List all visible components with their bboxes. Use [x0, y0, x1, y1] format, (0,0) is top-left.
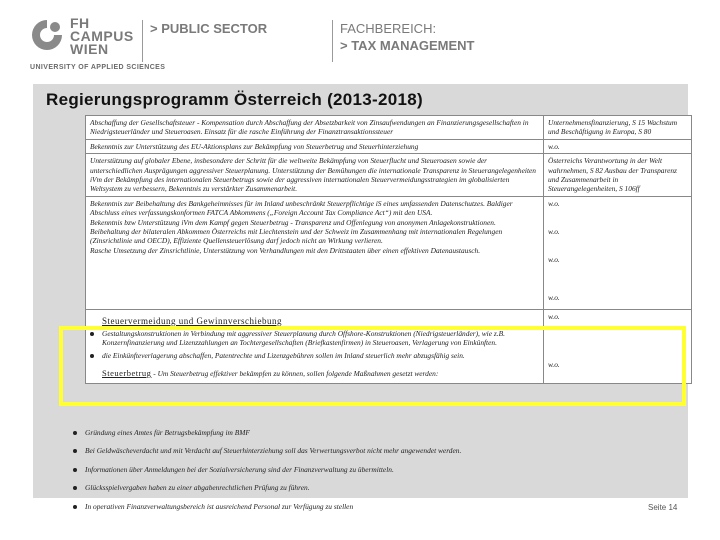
row-reference: w.o.: [548, 141, 560, 151]
header: [0, 0, 720, 80]
row-reference: w.o.: [548, 359, 560, 369]
row-text: Bekenntnis bzw Unterstützung iVm dem Kampf gegen Steuerbetrug - Transparenz und Offenlegung von anonymen Anlagekonstruktionen.: [90, 217, 496, 227]
steuerbetrug-heading: Steuerbetrug: [102, 368, 152, 379]
row-reference: Unternehmensfinanzierung, S 15 Wachstum und Beschäftigung in Europa, S 80: [548, 118, 678, 137]
list-item: [85, 428, 545, 437]
row-reference: Österreichs Verantwortung in der Welt wahrnehmen, S 82 Ausbau der Transparenz und Zusammenarbeit in Steuerangelegenheiten, S 106ff: [548, 156, 677, 194]
bullet-text: Glücksspielvergaben haben zu einer abgabenrechtlichen Prüfung zu führen.: [85, 483, 310, 493]
row-text: Rasche Umsetzung der Zinsrichtlinie, Unterstützung von Verhandlungen mit den Drittstaaten über einen effektiven Datenaustausch.: [90, 245, 481, 255]
header-divider-1: [142, 20, 143, 62]
row-text: Unterstützung auf globaler Ebene, insbesondere der Schritt für die weltweite Bekämpfung von Steuerflucht und Steueroasen sowie der unterschiedlichen Ausprägungen aggressiver Steuerplanung. Unterstützung der Bemühungen die internationale Transparenz in Steuerangelegenheiten iVm der Bekämpfung des internationalen Steuerbetrugs sowie der aggressiven internationalen Steuervermeidungsstrategien im globalisierten Weltsystem zu verbessern, Bekenntnis zu verstärkter Zusammenarbeit.: [90, 156, 536, 194]
public-sector-label: > PUBLIC SECTOR: [150, 21, 268, 36]
bullet-icon: [73, 505, 77, 509]
page-number: Seite 14: [648, 503, 678, 512]
row-text: Abschaffung der Gesellschaftsteuer - Kompensation durch Abschaffung der Absetzbarkeit von Zinsaufwendungen an Finanzierungsgesellschaften in Niedrigsteuerländer und Steueroasen. Einsatz für die rasche Einführung der Finanztransaktionssteuer: [90, 118, 529, 137]
fachbereich-label: FACHBEREICH:: [340, 21, 437, 36]
logo-line-3: WIEN: [70, 41, 109, 57]
table-row: [86, 153, 691, 196]
fh-campus-logo-icon: [30, 18, 64, 52]
logo-wordmark: [70, 17, 134, 56]
bullet-icon: [73, 468, 77, 472]
row-reference: w.o.: [548, 311, 560, 321]
row-reference: w.o.: [548, 226, 560, 236]
tax-management-label: > TAX MANAGEMENT: [340, 38, 475, 53]
row-text: Beibehaltung der bilateralen Abkommen Österreichs mit Liechtenstein und der Schweiz im Zusammenhang mit internationalen Regelungen (Zinsrichtlinie und OECD), Effiziente Quellensteuerlösung darf jedoch nicht an Wirkung verlieren.: [90, 227, 503, 246]
row-reference: w.o.: [548, 254, 560, 264]
list-item: [85, 465, 545, 474]
row-reference: w.o.: [548, 292, 560, 302]
bullet-text: Gestaltungskonstruktionen in Verbindung mit aggressiver Steuerplanung durch Offshore-Konstruktionen (Niedrigsteuerländer), wie z.B. Konzernfinanzierung und Lizenzzahlungen an Tochtergesellschaften (Briefkastenfirmen) in Steueroasen, Verlagerung von Einkünften.: [102, 328, 505, 348]
row-text: Bekenntnis zur Unterstützung des EU-Aktionsplans zur Bekämpfung von Steuerbetrug und Steuerhinterziehung: [90, 141, 419, 151]
logo-line-1: FH: [70, 15, 90, 31]
list-item: [85, 502, 545, 511]
steuervermeidung-heading: Steuervermeidung und Gewinnverschiebung: [102, 315, 282, 326]
table-row: [86, 196, 691, 309]
bullet-icon: [73, 431, 77, 435]
university-label: UNIVERSITY OF APPLIED SCIENCES: [30, 64, 166, 71]
header-section-public: [150, 20, 267, 37]
bullet-text: Gründung eines Amtes für Betrugsbekämpfung im BMF: [85, 428, 250, 437]
steuerbetrug-intro: - Um Steuerbetrug effektiver bekämpfen zu können, sollen folgende Maßnahmen gesetzt werden:: [151, 369, 439, 379]
bullet-text: die Einkünfteverlagerung abschaffen, Patentrechte und Lizenzgebühren sollen im Inland steuerlich mehr abzugsfähig sein.: [102, 350, 465, 360]
highlight-box: [59, 326, 686, 406]
bullet-text: Informationen über Anmeldungen bei der Sozialversicherung sind der Finanzverwaltung zu übermitteln.: [85, 464, 394, 474]
row-text: Bekenntnis zur Beibehaltung des Bankgeheimnisses für im Inland unbeschränkt Steuerpflichtige iS eines umfassenden Datenschutzes. Baldiger Abschluss eines verfassungskonformen FATCA Abkommens („Foreign Account Tax Compliance Act“) mit den USA.: [90, 198, 513, 218]
header-divider-2: [332, 20, 333, 62]
logo-line-2: CAMPUS: [70, 28, 134, 44]
bullet-text: In operativen Finanzverwaltungsbereich ist ausreichend Personal zur Verfügung zu stellen: [85, 501, 354, 511]
list-item: [85, 446, 545, 455]
table-row: [86, 139, 691, 153]
row-reference: w.o.: [548, 198, 560, 208]
slide-title: Regierungsprogramm Österreich (2013-2018): [46, 90, 423, 109]
bullet-text: Bei Geldwäscheverdacht und mit Verdacht auf Steuerhinterziehung soll das Verwertungsverbot nicht mehr angewendet werden.: [85, 446, 462, 456]
table-row: [86, 116, 691, 139]
header-section-tax: [340, 20, 474, 54]
list-item: [85, 483, 545, 492]
steuerbetrug-list: [85, 428, 545, 520]
